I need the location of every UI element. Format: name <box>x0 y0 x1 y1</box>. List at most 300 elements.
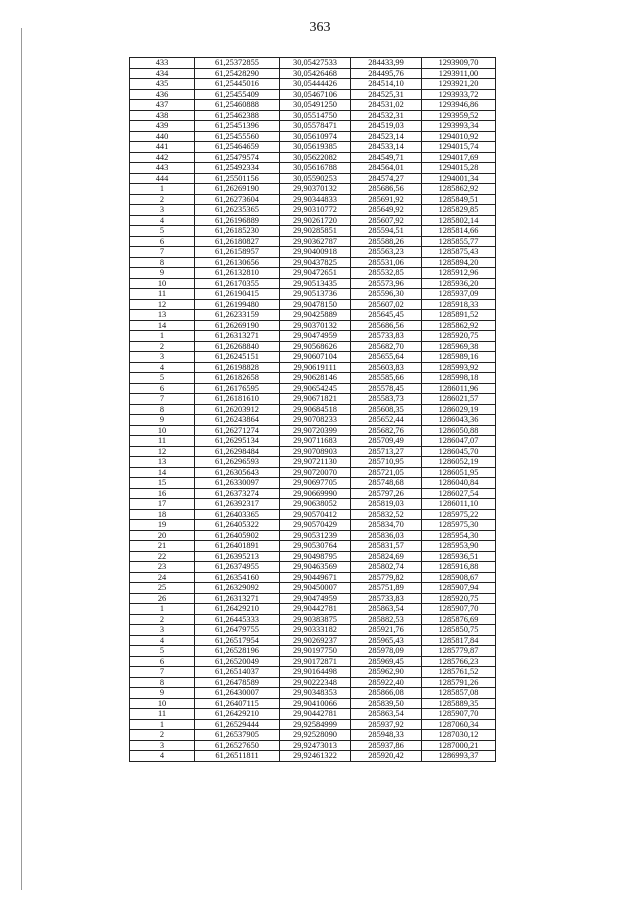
longitude-cell: 29,90720070 <box>280 467 351 478</box>
x-coordinate-cell: 284574,27 <box>351 173 422 184</box>
x-coordinate-cell: 285655,64 <box>351 352 422 363</box>
x-coordinate-cell: 285802,74 <box>351 562 422 573</box>
longitude-cell: 29,92461322 <box>280 751 351 762</box>
longitude-cell: 29,90400918 <box>280 247 351 258</box>
x-coordinate-cell: 285607,02 <box>351 299 422 310</box>
table-row <box>130 226 496 237</box>
y-coordinate-cell: 1287000,21 <box>422 740 496 751</box>
y-coordinate-cell: 1285829,85 <box>422 205 496 216</box>
x-coordinate-cell: 285608,35 <box>351 404 422 415</box>
x-coordinate-cell: 285921,76 <box>351 625 422 636</box>
x-coordinate-cell: 284525,31 <box>351 89 422 100</box>
table-row <box>130 163 496 174</box>
latitude-cell: 61,26199480 <box>195 299 280 310</box>
y-coordinate-cell: 1285920,75 <box>422 331 496 342</box>
table-row <box>130 593 496 604</box>
longitude-cell: 29,90172871 <box>280 656 351 667</box>
table-row <box>130 457 496 468</box>
x-coordinate-cell: 285649,92 <box>351 205 422 216</box>
latitude-cell: 61,26198828 <box>195 362 280 373</box>
longitude-cell: 29,90164498 <box>280 667 351 678</box>
latitude-cell: 61,26196889 <box>195 215 280 226</box>
table-row <box>130 698 496 709</box>
table-row <box>130 688 496 699</box>
longitude-cell: 29,90472651 <box>280 268 351 279</box>
point-number-cell: 7 <box>130 247 195 258</box>
table-row <box>130 530 496 541</box>
table-row <box>130 562 496 573</box>
point-number-cell: 443 <box>130 163 195 174</box>
latitude-cell: 61,25464659 <box>195 142 280 153</box>
x-coordinate-cell: 285583,73 <box>351 394 422 405</box>
point-number-cell: 5 <box>130 373 195 384</box>
table-row <box>130 740 496 751</box>
table-row <box>130 656 496 667</box>
latitude-cell: 61,25451396 <box>195 121 280 132</box>
table-row <box>130 751 496 762</box>
longitude-cell: 29,90478150 <box>280 299 351 310</box>
table-row <box>130 614 496 625</box>
latitude-cell: 61,26132810 <box>195 268 280 279</box>
longitude-cell: 29,90333182 <box>280 625 351 636</box>
table-row <box>130 194 496 205</box>
table-row <box>130 79 496 90</box>
latitude-cell: 61,25445016 <box>195 79 280 90</box>
y-coordinate-cell: 1294010,92 <box>422 131 496 142</box>
table-row <box>130 236 496 247</box>
x-coordinate-cell: 285978,09 <box>351 646 422 657</box>
y-coordinate-cell: 1293933,72 <box>422 89 496 100</box>
y-coordinate-cell: 1285779,87 <box>422 646 496 657</box>
latitude-cell: 61,26407115 <box>195 698 280 709</box>
y-coordinate-cell: 1286040,84 <box>422 478 496 489</box>
table-row <box>130 520 496 531</box>
point-number-cell: 2 <box>130 341 195 352</box>
table-row <box>130 247 496 258</box>
latitude-cell: 61,25462388 <box>195 110 280 121</box>
longitude-cell: 29,90450007 <box>280 583 351 594</box>
longitude-cell: 29,90531239 <box>280 530 351 541</box>
longitude-cell: 30,05444426 <box>280 79 351 90</box>
longitude-cell: 29,90197750 <box>280 646 351 657</box>
point-number-cell: 5 <box>130 646 195 657</box>
longitude-cell: 29,90261720 <box>280 215 351 226</box>
longitude-cell: 29,90638052 <box>280 499 351 510</box>
latitude-cell: 61,26392317 <box>195 499 280 510</box>
y-coordinate-cell: 1285953,90 <box>422 541 496 552</box>
point-number-cell: 3 <box>130 740 195 751</box>
y-coordinate-cell: 1286021,57 <box>422 394 496 405</box>
coordinates-table <box>129 57 496 762</box>
longitude-cell: 29,90708903 <box>280 446 351 457</box>
point-number-cell: 24 <box>130 572 195 583</box>
point-number-cell: 16 <box>130 488 195 499</box>
latitude-cell: 61,26354160 <box>195 572 280 583</box>
point-number-cell: 440 <box>130 131 195 142</box>
y-coordinate-cell: 1286050,88 <box>422 425 496 436</box>
latitude-cell: 61,26403365 <box>195 509 280 520</box>
latitude-cell: 61,26185230 <box>195 226 280 237</box>
point-number-cell: 3 <box>130 625 195 636</box>
y-coordinate-cell: 1293921,20 <box>422 79 496 90</box>
page-margin-line <box>21 28 22 890</box>
table-row <box>130 446 496 457</box>
page-number: 363 <box>309 20 331 35</box>
latitude-cell: 61,25479574 <box>195 152 280 163</box>
x-coordinate-cell: 285937,86 <box>351 740 422 751</box>
point-number-cell: 437 <box>130 100 195 111</box>
point-number-cell: 1 <box>130 184 195 195</box>
longitude-cell: 29,90721130 <box>280 457 351 468</box>
table-row <box>130 551 496 562</box>
y-coordinate-cell: 1285875,43 <box>422 247 496 258</box>
point-number-cell: 444 <box>130 173 195 184</box>
x-coordinate-cell: 284523,14 <box>351 131 422 142</box>
longitude-cell: 30,05491250 <box>280 100 351 111</box>
longitude-cell: 29,90684518 <box>280 404 351 415</box>
latitude-cell: 61,26130656 <box>195 257 280 268</box>
x-coordinate-cell: 285531,06 <box>351 257 422 268</box>
longitude-cell: 29,90570429 <box>280 520 351 531</box>
x-coordinate-cell: 285824,69 <box>351 551 422 562</box>
longitude-cell: 29,90513435 <box>280 278 351 289</box>
x-coordinate-cell: 284531,02 <box>351 100 422 111</box>
longitude-cell: 30,05426468 <box>280 68 351 79</box>
longitude-cell: 29,90628146 <box>280 373 351 384</box>
latitude-cell: 61,26429210 <box>195 709 280 720</box>
longitude-cell: 29,90498795 <box>280 551 351 562</box>
latitude-cell: 61,26305643 <box>195 467 280 478</box>
point-number-cell: 21 <box>130 541 195 552</box>
y-coordinate-cell: 1285989,16 <box>422 352 496 363</box>
x-coordinate-cell: 285721,05 <box>351 467 422 478</box>
point-number-cell: 441 <box>130 142 195 153</box>
y-coordinate-cell: 1294015,28 <box>422 163 496 174</box>
y-coordinate-cell: 1285907,94 <box>422 583 496 594</box>
table-row <box>130 152 496 163</box>
point-number-cell: 4 <box>130 362 195 373</box>
point-number-cell: 2 <box>130 614 195 625</box>
y-coordinate-cell: 1285975,30 <box>422 520 496 531</box>
longitude-cell: 30,05590253 <box>280 173 351 184</box>
table-row <box>130 362 496 373</box>
y-coordinate-cell: 1285912,96 <box>422 268 496 279</box>
longitude-cell: 29,90425889 <box>280 310 351 321</box>
x-coordinate-cell: 284514,10 <box>351 79 422 90</box>
point-number-cell: 11 <box>130 289 195 300</box>
longitude-cell: 29,90310772 <box>280 205 351 216</box>
longitude-cell: 29,90720399 <box>280 425 351 436</box>
x-coordinate-cell: 285645,45 <box>351 310 422 321</box>
x-coordinate-cell: 285948,33 <box>351 730 422 741</box>
x-coordinate-cell: 285713,27 <box>351 446 422 457</box>
x-coordinate-cell: 285920,42 <box>351 751 422 762</box>
x-coordinate-cell: 285733,83 <box>351 593 422 604</box>
point-number-cell: 433 <box>130 58 195 69</box>
point-number-cell: 12 <box>130 299 195 310</box>
table-row <box>130 436 496 447</box>
x-coordinate-cell: 284519,03 <box>351 121 422 132</box>
point-number-cell: 436 <box>130 89 195 100</box>
longitude-cell: 30,05616788 <box>280 163 351 174</box>
latitude-cell: 61,26529444 <box>195 719 280 730</box>
y-coordinate-cell: 1285936,51 <box>422 551 496 562</box>
point-number-cell: 3 <box>130 205 195 216</box>
point-number-cell: 6 <box>130 383 195 394</box>
point-number-cell: 6 <box>130 236 195 247</box>
latitude-cell: 61,25492334 <box>195 163 280 174</box>
latitude-cell: 61,26233159 <box>195 310 280 321</box>
latitude-cell: 61,26176595 <box>195 383 280 394</box>
longitude-cell: 29,90711683 <box>280 436 351 447</box>
point-number-cell: 1 <box>130 719 195 730</box>
longitude-cell: 29,90442781 <box>280 604 351 615</box>
y-coordinate-cell: 1286029,19 <box>422 404 496 415</box>
point-number-cell: 22 <box>130 551 195 562</box>
x-coordinate-cell: 285866,08 <box>351 688 422 699</box>
point-number-cell: 25 <box>130 583 195 594</box>
longitude-cell: 29,92528090 <box>280 730 351 741</box>
y-coordinate-cell: 1285969,38 <box>422 341 496 352</box>
latitude-cell: 61,26478589 <box>195 677 280 688</box>
latitude-cell: 61,26273604 <box>195 194 280 205</box>
x-coordinate-cell: 285836,03 <box>351 530 422 541</box>
latitude-cell: 61,26405322 <box>195 520 280 531</box>
y-coordinate-cell: 1285907,70 <box>422 709 496 720</box>
longitude-cell: 29,90362787 <box>280 236 351 247</box>
x-coordinate-cell: 285532,85 <box>351 268 422 279</box>
point-number-cell: 15 <box>130 478 195 489</box>
table-row <box>130 667 496 678</box>
y-coordinate-cell: 1286043,36 <box>422 415 496 426</box>
longitude-cell: 29,90463569 <box>280 562 351 573</box>
y-coordinate-cell: 1285850,75 <box>422 625 496 636</box>
longitude-cell: 30,05578471 <box>280 121 351 132</box>
y-coordinate-cell: 1287030,12 <box>422 730 496 741</box>
y-coordinate-cell: 1285862,92 <box>422 184 496 195</box>
table-row <box>130 257 496 268</box>
y-coordinate-cell: 1285855,77 <box>422 236 496 247</box>
x-coordinate-cell: 285839,50 <box>351 698 422 709</box>
latitude-cell: 61,25428290 <box>195 68 280 79</box>
y-coordinate-cell: 1285916,88 <box>422 562 496 573</box>
y-coordinate-cell: 1286993,37 <box>422 751 496 762</box>
y-coordinate-cell: 1293946,86 <box>422 100 496 111</box>
x-coordinate-cell: 285863,54 <box>351 604 422 615</box>
table-row <box>130 730 496 741</box>
x-coordinate-cell: 285573,96 <box>351 278 422 289</box>
latitude-cell: 61,26479755 <box>195 625 280 636</box>
y-coordinate-cell: 1285894,20 <box>422 257 496 268</box>
x-coordinate-cell: 285594,51 <box>351 226 422 237</box>
point-number-cell: 8 <box>130 257 195 268</box>
y-coordinate-cell: 1285761,52 <box>422 667 496 678</box>
y-coordinate-cell: 1285936,20 <box>422 278 496 289</box>
latitude-cell: 61,26182658 <box>195 373 280 384</box>
point-number-cell: 10 <box>130 278 195 289</box>
y-coordinate-cell: 1285862,92 <box>422 320 496 331</box>
x-coordinate-cell: 285691,92 <box>351 194 422 205</box>
latitude-cell: 61,26170355 <box>195 278 280 289</box>
latitude-cell: 61,26537905 <box>195 730 280 741</box>
table-row <box>130 709 496 720</box>
y-coordinate-cell: 1285975,22 <box>422 509 496 520</box>
table-row <box>130 205 496 216</box>
latitude-cell: 61,26235365 <box>195 205 280 216</box>
point-number-cell: 4 <box>130 215 195 226</box>
x-coordinate-cell: 285596,30 <box>351 289 422 300</box>
point-number-cell: 19 <box>130 520 195 531</box>
latitude-cell: 61,26313271 <box>195 331 280 342</box>
y-coordinate-cell: 1286045,70 <box>422 446 496 457</box>
point-number-cell: 14 <box>130 467 195 478</box>
x-coordinate-cell: 285751,89 <box>351 583 422 594</box>
point-number-cell: 23 <box>130 562 195 573</box>
latitude-cell: 61,26245151 <box>195 352 280 363</box>
table-row <box>130 383 496 394</box>
point-number-cell: 4 <box>130 751 195 762</box>
point-number-cell: 1 <box>130 331 195 342</box>
table-row <box>130 268 496 279</box>
longitude-cell: 30,05622082 <box>280 152 351 163</box>
latitude-cell: 61,26296593 <box>195 457 280 468</box>
y-coordinate-cell: 1285791,26 <box>422 677 496 688</box>
point-number-cell: 9 <box>130 415 195 426</box>
x-coordinate-cell: 285686,56 <box>351 184 422 195</box>
x-coordinate-cell: 285797,26 <box>351 488 422 499</box>
table-row <box>130 541 496 552</box>
table-row <box>130 425 496 436</box>
point-number-cell: 17 <box>130 499 195 510</box>
longitude-cell: 29,90222348 <box>280 677 351 688</box>
x-coordinate-cell: 285779,82 <box>351 572 422 583</box>
x-coordinate-cell: 285863,54 <box>351 709 422 720</box>
point-number-cell: 26 <box>130 593 195 604</box>
table-row <box>130 572 496 583</box>
y-coordinate-cell: 1285766,23 <box>422 656 496 667</box>
point-number-cell: 18 <box>130 509 195 520</box>
longitude-cell: 29,90697705 <box>280 478 351 489</box>
point-number-cell: 2 <box>130 730 195 741</box>
table-row <box>130 89 496 100</box>
table-row <box>130 131 496 142</box>
longitude-cell: 29,90370132 <box>280 184 351 195</box>
table-row <box>130 646 496 657</box>
y-coordinate-cell: 1294015,74 <box>422 142 496 153</box>
latitude-cell: 61,26527650 <box>195 740 280 751</box>
y-coordinate-cell: 1285954,30 <box>422 530 496 541</box>
point-number-cell: 4 <box>130 635 195 646</box>
longitude-cell: 29,90370132 <box>280 320 351 331</box>
table-row <box>130 373 496 384</box>
longitude-cell: 29,90437825 <box>280 257 351 268</box>
latitude-cell: 61,26528196 <box>195 646 280 657</box>
longitude-cell: 30,05467106 <box>280 89 351 100</box>
latitude-cell: 61,26329092 <box>195 583 280 594</box>
table-row <box>130 142 496 153</box>
latitude-cell: 61,26190415 <box>195 289 280 300</box>
y-coordinate-cell: 1285876,69 <box>422 614 496 625</box>
longitude-cell: 29,90619111 <box>280 362 351 373</box>
table-row <box>130 320 496 331</box>
table-row <box>130 173 496 184</box>
latitude-cell: 61,26401891 <box>195 541 280 552</box>
y-coordinate-cell: 1285907,70 <box>422 604 496 615</box>
point-number-cell: 9 <box>130 688 195 699</box>
point-number-cell: 6 <box>130 656 195 667</box>
x-coordinate-cell: 285585,66 <box>351 373 422 384</box>
longitude-cell: 29,90669990 <box>280 488 351 499</box>
point-number-cell: 438 <box>130 110 195 121</box>
point-number-cell: 7 <box>130 394 195 405</box>
y-coordinate-cell: 1285857,08 <box>422 688 496 699</box>
x-coordinate-cell: 285937,92 <box>351 719 422 730</box>
y-coordinate-cell: 1285908,67 <box>422 572 496 583</box>
longitude-cell: 29,92584999 <box>280 719 351 730</box>
latitude-cell: 61,26181610 <box>195 394 280 405</box>
latitude-cell: 61,26313271 <box>195 593 280 604</box>
point-number-cell: 442 <box>130 152 195 163</box>
longitude-cell: 29,90474959 <box>280 331 351 342</box>
x-coordinate-cell: 285965,43 <box>351 635 422 646</box>
longitude-cell: 29,90344833 <box>280 194 351 205</box>
latitude-cell: 61,26430007 <box>195 688 280 699</box>
x-coordinate-cell: 284532,31 <box>351 110 422 121</box>
x-coordinate-cell: 285682,70 <box>351 341 422 352</box>
latitude-cell: 61,26373274 <box>195 488 280 499</box>
point-number-cell: 435 <box>130 79 195 90</box>
point-number-cell: 2 <box>130 194 195 205</box>
point-number-cell: 439 <box>130 121 195 132</box>
table-row <box>130 110 496 121</box>
x-coordinate-cell: 285831,57 <box>351 541 422 552</box>
latitude-cell: 61,26517954 <box>195 635 280 646</box>
latitude-cell: 61,26395213 <box>195 551 280 562</box>
table-row <box>130 278 496 289</box>
latitude-cell: 61,26243864 <box>195 415 280 426</box>
table-row <box>130 352 496 363</box>
x-coordinate-cell: 285969,45 <box>351 656 422 667</box>
latitude-cell: 61,26520049 <box>195 656 280 667</box>
table-row <box>130 478 496 489</box>
y-coordinate-cell: 1286027,54 <box>422 488 496 499</box>
table-row <box>130 499 496 510</box>
table-row <box>130 404 496 415</box>
longitude-cell: 29,90607104 <box>280 352 351 363</box>
x-coordinate-cell: 285819,03 <box>351 499 422 510</box>
x-coordinate-cell: 285588,26 <box>351 236 422 247</box>
y-coordinate-cell: 1286011,10 <box>422 499 496 510</box>
table-row <box>130 677 496 688</box>
y-coordinate-cell: 1286047,07 <box>422 436 496 447</box>
point-number-cell: 8 <box>130 404 195 415</box>
longitude-cell: 29,90654245 <box>280 383 351 394</box>
table-row <box>130 289 496 300</box>
latitude-cell: 61,26374955 <box>195 562 280 573</box>
latitude-cell: 61,26271274 <box>195 425 280 436</box>
latitude-cell: 61,26269190 <box>195 184 280 195</box>
x-coordinate-cell: 284433,99 <box>351 58 422 69</box>
y-coordinate-cell: 1285920,75 <box>422 593 496 604</box>
x-coordinate-cell: 285962,90 <box>351 667 422 678</box>
table-row <box>130 604 496 615</box>
x-coordinate-cell: 284564,01 <box>351 163 422 174</box>
y-coordinate-cell: 1285993,92 <box>422 362 496 373</box>
y-coordinate-cell: 1285814,66 <box>422 226 496 237</box>
longitude-cell: 30,05427533 <box>280 58 351 69</box>
table-row <box>130 331 496 342</box>
table-row <box>130 341 496 352</box>
